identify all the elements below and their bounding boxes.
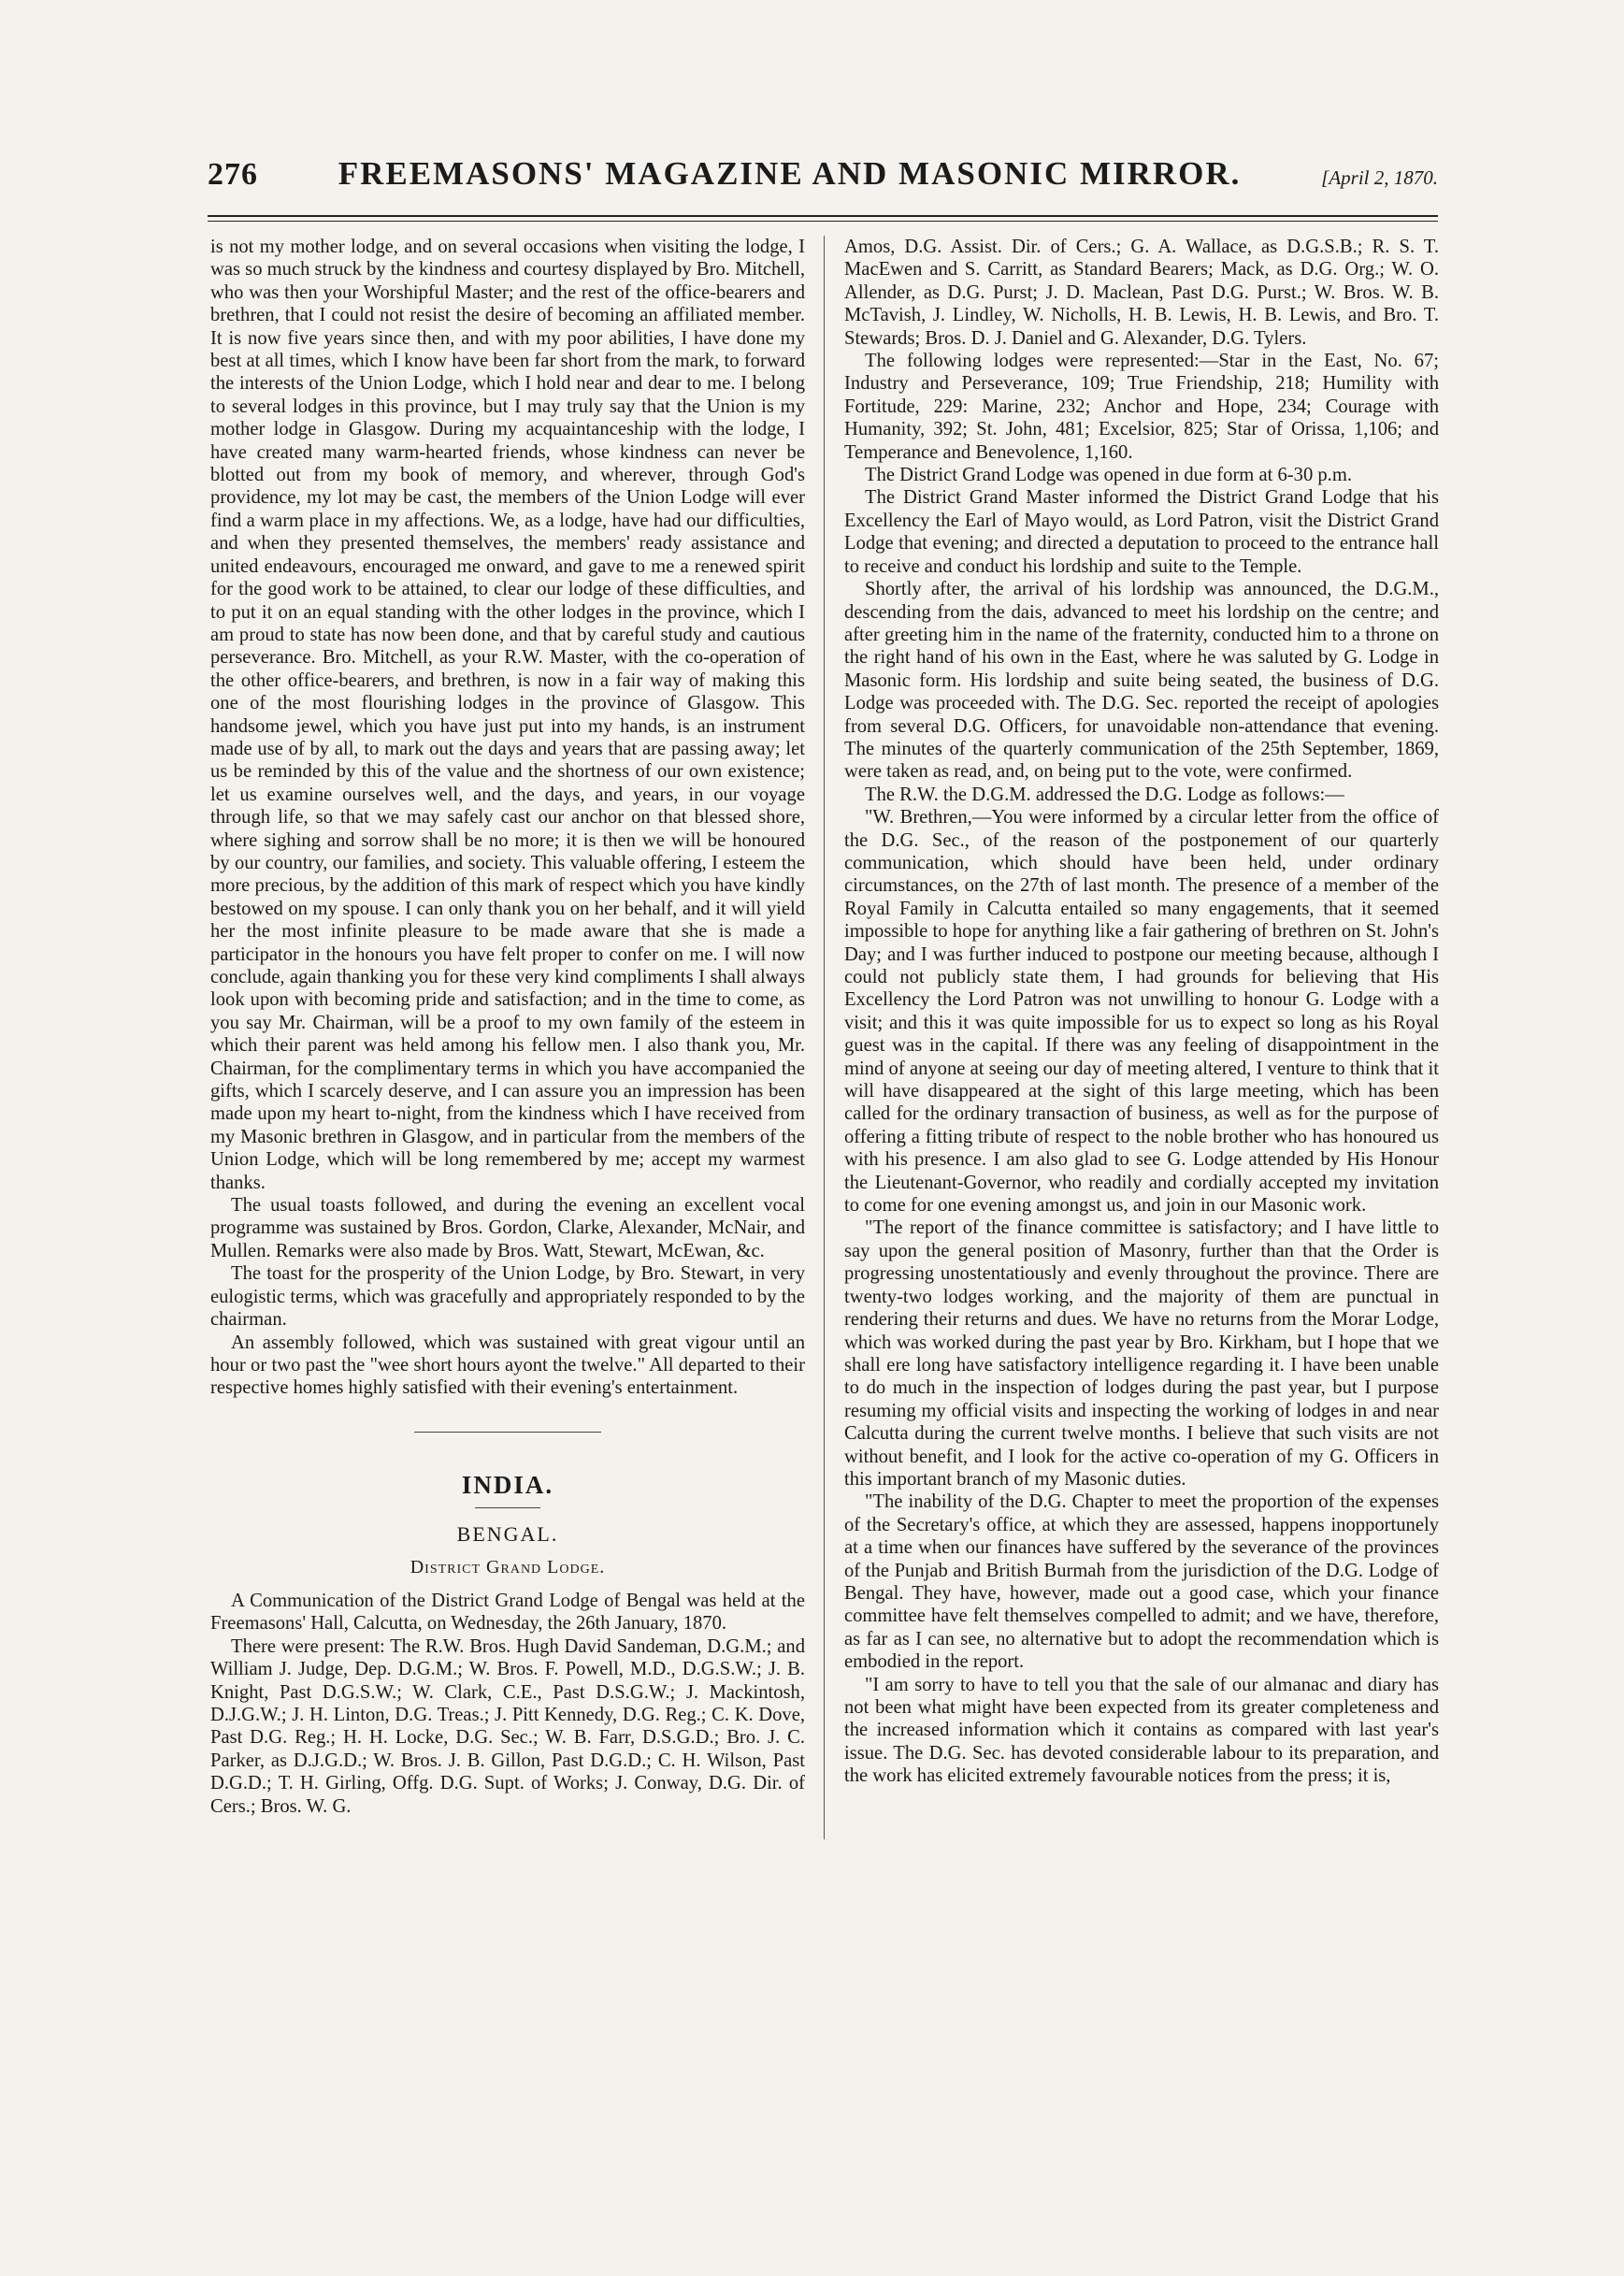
section-title: INDIA. — [461, 1470, 554, 1499]
masthead-title: FREEMASONS' MAGAZINE AND MASONIC MIRROR. — [338, 155, 1242, 192]
page-number: 276 — [208, 157, 258, 192]
section-subtitle: BENGAL. — [456, 1522, 559, 1547]
article-paragraph: The R.W. the D.G.M. addressed the D.G. Lodge as follows:— — [865, 784, 1344, 805]
article-paragraph: There were present: The R.W. Bros. Hugh David Sandeman, D.G.M.; and William J. Judge, Dep. D.G.M.; W. Bros. F. Powell, M.D., D.G.S.W.; J. B. Knight, Past D.G.S.W.; W. Clark, C.E., Past D.S.G.W.; J. Mackintosh, D.J.G.W.; J. H. Linton, D.G. Treas.; J. Pitt Kennedy, D.G. Reg.; C. K. Dove, Past D.G. Reg.; H. H. Locke, D.G. Sec.; W. B. Farr, D.S.G.D.; Bro. J. C. Parker, as D.J.G.D.; W. Bros. J. B. Gillon, Past D.G.D.; C. H. Wilson, Past D.G.D.; T. H. Girling, Offg. D.G. Supt. of Works; J. Conway, D.G. Dir. of Cers.; Bros. W. G. — [210, 1635, 805, 1817]
article-paragraph: is not my mother lodge, and on several occasions when visiting the lodge, I was so much struck by the kindness and courtesy displayed by Bro. Mitchell, who was then your Worshipful Master; and the rest of the office-bearers and brethren, that I could not resist the desire of becoming an affiliated member. It is now five years since then, and with my poor abilities, I have done my best at all times, which I know have been far short from the mark, to forward the interests of the Union Lodge, which I hold near and dear to me. I belong to several lodges in this province, but I may truly say that the Union is my mother lodge in Glasgow. During my acquaintanceship with the lodge, I have created many warm-hearted friends, whose kindness can never be blotted out from my book of memory, and wherever, through God's providence, my lot may be cast, the members of the Union Lodge will ever find a warm place in my affections. We, as a lodge, have had our difficulties, and when they presented themselves, the members' ready assistance and united endeavours, encouraged me onward, and gave to me a renewed spirit for the good work to be attained, to clear our lodge of these difficulties, and to put it on an equal standing with the other lodges in the province, which I am proud to state has now been done, and that by careful study and cautious perseverance. Bro. Mitchell, as your R.W. Master, with the co-operation of the other office-bearers, and brethren, is now in a fair way of making this one of the most flourishing lodges in the province of Glasgow. This handsome jewel, which you have just put into my hands, is an instrument made use of by all, to mark out the days and years that are passing away; let us be reminded by this of the value and the shortness of our own existence; let us examine ourselves well, and the days, and years, in our voyage through life, so that we may safely cast our anchor on that blessed shore, where sighing and sorrow shall be no more; it is then we will be honoured by our country, our families, and society. This valuable offering, I esteem the more precious, by the addition of this mark of respect which you have kindly bestowed on my spouse. I can only thank you on her behalf, and it will yield her the most infinite pleasure to be made aware that she is made a participator in the honours you have felt proper to confer on me. I will now conclude, again thanking you for these very kind compliments I shall always look upon with becoming pride and satisfaction; and in the time to come, as you say Mr. Chairman, will be a proof to my own family of the esteem in which their parent was held among his fellow men. I also thank you, Mr. Chairman, for the complimentary terms in which you have accompanied the gifts, which I scarcely deserve, and I can assure you an impression has been made upon my heart to-night, from the kindness which I have received from my Masonic brethren in Glasgow, and in particular from the members of the Union Lodge, which will be long remembered by me; accept my warmest thanks. — [210, 237, 805, 1193]
section-subsubtitle: District Grand Lodge. — [410, 1556, 606, 1577]
title-rule — [475, 1507, 540, 1508]
article-paragraph: An assembly followed, which was sustained with great vigour until an hour or two past the "wee short hours ayont the twelve." All departed to their respective homes highly satisfied with their evening's entertainment. — [210, 1332, 805, 1399]
left-column — [210, 236, 805, 2246]
article-paragraph: The toast for the prosperity of the Union Lodge, by Bro. Stewart, in very eulogistic terms, which was gracefully and appropriately responded to by the chairman. — [210, 1263, 805, 1331]
article-paragraph: "The inability of the D.G. Chapter to meet the proportion of the expenses of the Secretary's office, at which they are assessed, happens inopportunely at a time when our finances have suffered by the severance of the provinces of the Punjab and British Burmah from the jurisdiction of the D.G. Lodge of Bengal. They have, however, made out a good case, which your finance committee have felt themselves compelled to admit; and we have, therefore, as far as I can see, no alternative but to adopt the recommendation which is embodied in the report. — [844, 1491, 1439, 1673]
article-paragraph: "The report of the finance committee is satisfactory; and I have little to say upon the general position of Masonry, further than that the Order is progressing unostentatiously and evenly throughout the province. There are twenty-two lodges working, and the majority of them are punctual in rendering their returns and dues. We have no returns from the Morar Lodge, which was worked during the past year by Bro. Kirkham, but I hope that we shall ere long have satisfactory intelligence regarding it. I have been unable to do much in the inspection of lodges during the past year, but I purpose resuming my official visits and inspecting the working of lodges in and near Calcutta during the current twelve months. I believe that such visits are not without benefit, and I look for the active co-operation of my G. Officers in this important branch of my Masonic duties. — [844, 1217, 1439, 1490]
page-header — [208, 155, 1438, 211]
section-divider — [414, 1432, 601, 1433]
article-paragraph: The following lodges were represented:—Star in the East, No. 67; Industry and Perseverance, 109; True Friendship, 218; Humility with Fortitude, 229: Marine, 232; Anchor and Hope, 234; Courage with Humanity, 392; St. John, 481; Excelsior, 825; Star of Orissa, 1,106; and Temperance and Benevolence, 1,160. — [844, 351, 1439, 463]
column-divider — [824, 236, 825, 1839]
article-paragraph: Amos, D.G. Assist. Dir. of Cers.; G. A. Wallace, as D.G.S.B.; R. S. T. MacEwen and S. Carritt, as Standard Bearers; Mack, as D.G. Org.; W. O. Allender, as D.G. Purst; J. D. Maclean, Past D.G. Purst.; W. Bros. W. B. McTavish, J. Lindley, W. Nicholls, H. B. Lewis, H. B. Lewis, and Bro. T. Stewards; Bros. D. J. Daniel and G. Alexander, D.G. Tylers. — [844, 237, 1439, 349]
header-rule — [208, 215, 1438, 222]
article-paragraph: "I am sorry to have to tell you that the sale of our almanac and diary has not been what might have been expected from its greater completeness and the increased information which it contains as compared with last year's issue. The D.G. Sec. has devoted considerable labour to its preparation, and the work has elicited extremely favourable notices from the press; it is, — [844, 1674, 1439, 1787]
article-paragraph: The usual toasts followed, and during the evening an excellent vocal programme was sustained by Bros. Gordon, Clarke, Alexander, McNair, and Mullen. Remarks were also made by Bros. Watt, Stewart, McEwan, &c. — [210, 1195, 805, 1261]
article-paragraph: The District Grand Master informed the District Grand Lodge that his Excellency the Earl of Mayo would, as Lord Patron, visit the District Grand Lodge that evening; and directed a deputation to proceed to the entrance hall to receive and conduct his lordship and suite to the Temple. — [844, 487, 1439, 577]
article-paragraph: "W. Brethren,—You were informed by a circular letter from the office of the D.G. Sec., of the reason of the postponement of our quarterly communication, which should have been held, under ordinary circumstances, on the 27th of last month. The presence of a member of the Royal Family in Calcutta entailed so many engagements, that it seemed impossible to hope for anything like a fair gathering of brethren on St. John's Day; and I was further induced to postpone our meeting because, although I could not publicly state them, I had grounds for believing that His Excellency the Lord Patron was not unwilling to honour G. Lodge with a visit; and this it was quite impossible for us to expect so long as his Royal guest was in the capital. If there was any feeling of disappointment in the mind of anyone at seeing our day of meeting altered, I venture to think that it will have disappeared at the sight of this large meeting, which has been called for the ordinary transaction of business, as well as for the purpose of offering a fitting tribute of respect to the noble brother who has honoured us with his presence. I am also glad to see G. Lodge attended by His Honour the Lieutenant-Governor, who readily and cordially accepted my invitation to come for one evening amongst us, and join in our Masonic work. — [844, 807, 1439, 1217]
article-paragraph: The District Grand Lodge was opened in due form at 6-30 p.m. — [865, 465, 1352, 486]
article-paragraph: A Communication of the District Grand Lodge of Bengal was held at the Freemasons' Hall, Calcutta, on Wednesday, the 26th January, 1870. — [210, 1590, 805, 1635]
issue-date: [April 2, 1870. — [1321, 166, 1438, 189]
article-paragraph: Shortly after, the arrival of his lordship was announced, the D.G.M., descending from the dais, advanced to meet his lordship on the centre; and after greeting him in the name of the fraternity, conducted him to a throne on the right hand of his own in the East, where he was saluted by G. Lodge in Masonic form. His lordship and suite being seated, the business of D.G. Lodge was proceeded with. The D.G. Sec. reported the receipt of apologies from several D.G. Officers, for unavoidable non-attendance that evening. The minutes of the quarterly communication of the 25th September, 1869, were taken as read, and, on being put to the vote, were confirmed. — [844, 579, 1439, 783]
right-column — [844, 236, 1439, 2246]
